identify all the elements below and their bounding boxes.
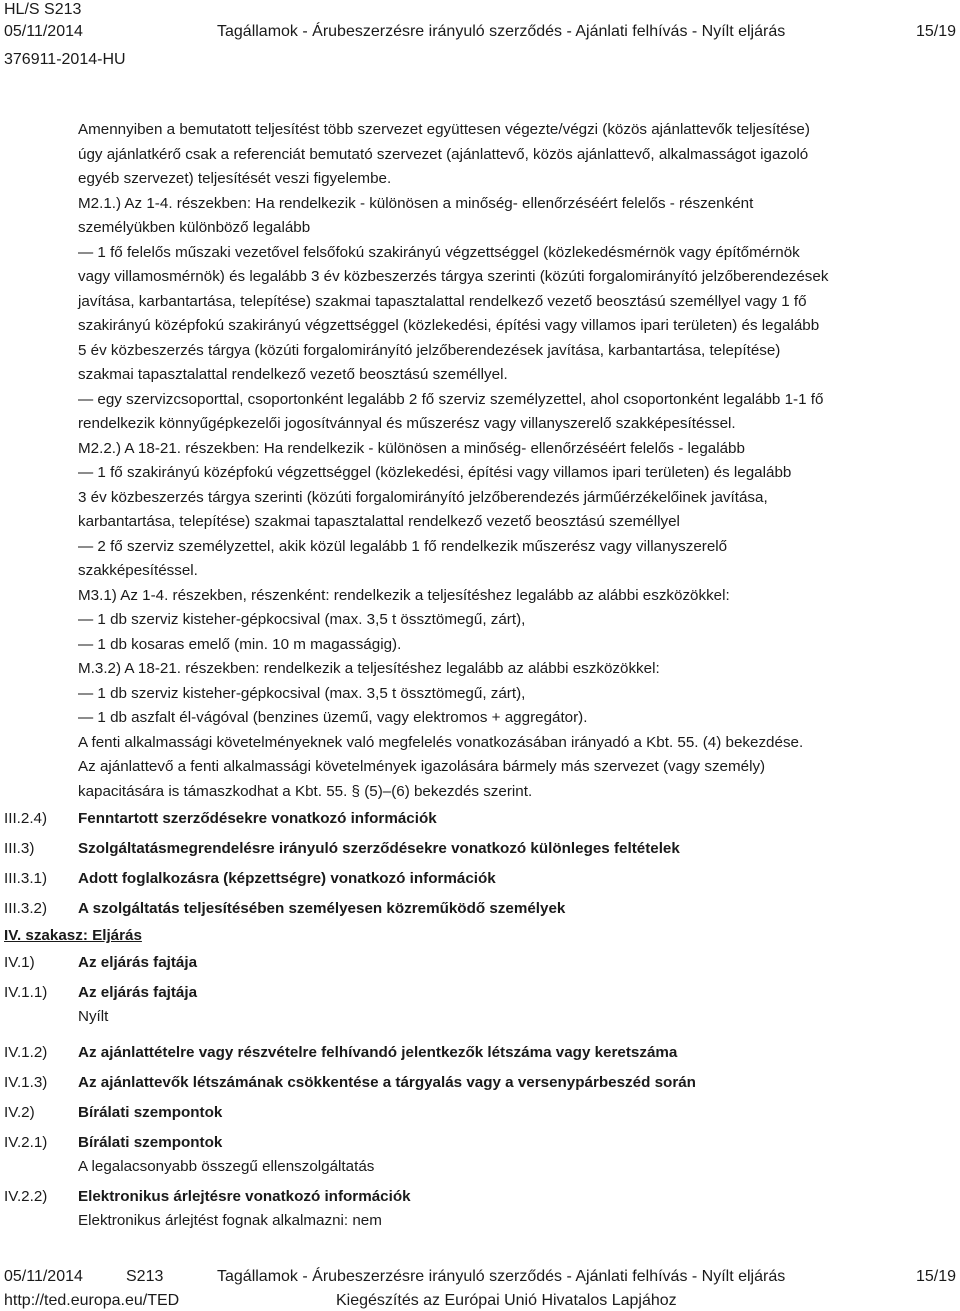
section-value: Elektronikus árlejtést fognak alkalmazni: nem [78,1212,382,1229]
requirements-text [78,118,954,804]
text-line: szakmai tapasztalattal rendelkező vezető beosztású személlyel. [78,366,508,383]
section-heading: Szolgáltatásmegrendelésre irányuló szerződésekre vonatkozó különleges feltételek [78,840,680,857]
section-heading: Adott foglalkozásra (képzettségre) vonatkozó információk [78,870,496,887]
text-line: — egy szervizcsoporttal, csoportonként legalább 2 fő szerviz személyzettel, ahol csoportonként legalább 1-1 fő [78,390,824,408]
text-line: M.3.2) A 18-21. részekben: rendelkezik a teljesítéshez legalább az alábbi eszközökkel: [78,660,660,677]
page-header [0,0,960,74]
footer-publisher: Kiegészítés az Európai Unió Hivatalos Lapjához [336,1292,677,1309]
text-line: úgy ajánlatkérő csak a referenciát bemutató szervezet (ajánlattevő, közös ajánlattevő, alkalmasságot igazoló [78,145,809,163]
footer-page-number: 15/19 [915,1268,956,1285]
section-iv-1 [0,948,960,978]
section-number: III.3.1) [4,870,48,887]
part-title: IV. szakasz: Eljárás [4,927,142,944]
section-iv-1-3 [0,1068,960,1098]
text-line: — 1 fő szakirányú középfokú végzettséggel (közlekedési, építési vagy villamos ipari területen) és legalább [78,464,792,481]
section-number: IV.2.2) [4,1188,48,1205]
text-line: — 1 db szerviz kisteher-gépkocsival (max. 3,5 t össztömegű, zárt), [78,611,526,628]
section-heading: Az eljárás fajtája [78,954,198,971]
section-value: A legalacsonyabb összegű ellenszolgáltatás [78,1158,375,1175]
section-heading: Bírálati szempontok [78,1104,223,1121]
section-heading: Elektronikus árlejtésre vonatkozó információk [78,1188,411,1205]
section-heading: Fenntartott szerződésekre vonatkozó információk [78,810,437,827]
section-number: IV.2.1) [4,1134,48,1151]
footer-date: 05/11/2014 [4,1268,83,1285]
text-line: M2.2.) A 18-21. részekben: Ha rendelkezik - különösen a minőség- ellenőrzéséért felelős - legalább [78,439,745,457]
text-line: 5 év közbeszerzés tárgya (közúti forgalomirányító jelzőberendezések javítása, karbantartása, telepítése) [78,341,781,359]
text-line: M3.1) Az 1-4. részekben, részenként: rendelkezik a teljesítéshez legalább az alábbi eszközökkel: [78,586,730,604]
section-iii-3 [0,834,960,864]
section-heading: Az ajánlattevők létszámának csökkentése a tárgyalás vagy a versenypárbeszéd során [78,1074,696,1091]
section-heading: Bírálati szempontok [78,1134,223,1151]
text-line: Amennyiben a bemutatott teljesítést több szervezet együttesen végezte/végzi (közös ajánlattevők teljesítése) [78,121,810,138]
text-line: egyéb szervezet) teljesítését veszi figyelembe. [78,170,392,187]
text-line: — 1 db aszfalt él-vágóval (benzines üzemű, vagy elektromos + aggregátor). [78,709,588,726]
header-title: Tagállamok - Árubeszerzésre irányuló szerződés - Ajánlati felhívás - Nyílt eljárás [217,23,786,40]
document-body [0,118,960,1236]
text-line: kapacitására is támaszkodhat a Kbt. 55. § (5)–(6) bekezdés szerint. [78,782,533,800]
header-date: 05/11/2014 [4,23,83,40]
text-line: vagy villamosmérnök) és legalább 3 év közbeszerzés tárgya szerinti (közúti forgalomirányító jelzőberendezések [78,268,829,285]
text-line: 3 év közbeszerzés tárgya szerinti (közúti forgalomirányító jelzőberendezés járműérzékelőinek javítása, [78,488,768,506]
section-number: IV.1.1) [4,984,48,1001]
section-iv-1-1 [0,978,960,1038]
section-iv-2-1 [0,1128,960,1182]
text-line: szakirányú középfokú szakirányú végzettséggel (közlekedési, építési vagy villamos ipari területen) és legalább [78,317,820,334]
section-number: III.2.4) [4,810,48,827]
footer-title: Tagállamok - Árubeszerzésre irányuló szerződés - Ajánlati felhívás - Nyílt eljárás [217,1268,786,1285]
text-line: — 1 db szerviz kisteher-gépkocsival (max. 3,5 t össztömegű, zárt), [78,684,526,702]
section-value: Nyílt [78,1008,109,1025]
text-line: karbantartása, telepítése) szakmai tapasztalattal rendelkező vezető beosztású személlyel [78,513,680,530]
section-number: IV.1.2) [4,1044,48,1061]
section-heading: Az eljárás fajtája [78,984,198,1001]
header-page-number: 15/19 [915,23,956,40]
text-line: M2.1.) Az 1-4. részekben: Ha rendelkezik - különösen a minőség- ellenőrzéséért felelős - részenként [78,194,754,212]
part-iv-heading [0,924,960,948]
footer-series: S213 [126,1268,164,1285]
text-line: — 2 fő szerviz személyzettel, akik közül legalább 1 fő rendelkezik műszerész vagy villanyszerelő [78,537,728,555]
text-line: — 1 db kosaras emelő (min. 10 m magasságig). [78,635,402,653]
section-number: IV.1.3) [4,1074,48,1091]
section-number: IV.2) [4,1104,35,1121]
text-line: Az ajánlattevő a fenti alkalmassági követelmények igazolására bármely más szervezet (vagy személy) [78,758,766,775]
section-iii-3-1 [0,864,960,894]
section-iii-3-2 [0,894,960,924]
doc-code: HL/S S213 [4,1,82,18]
text-line: — 1 fő felelős műszaki vezetővel felsőfokú szakirányú végzettséggel (közlekedésmérnök vagy építőmérnök [78,243,800,261]
header-ref: 376911-2014-HU [4,51,126,68]
section-number: III.3.2) [4,900,48,917]
text-line: személyükben különböző legalább [78,219,311,236]
section-heading: Az ajánlattételre vagy részvételre felhívandó jelentkezők létszáma vagy keretszáma [78,1044,678,1061]
footer-url: http://ted.europa.eu/TED [4,1292,180,1309]
section-iv-2 [0,1098,960,1128]
section-heading: A szolgáltatás teljesítésében személyesen közreműködő személyek [78,900,566,917]
text-line: rendelkezik könnyűgépkezelői jogosítvánnyal és műszerész vagy villanyszerelő szakképesítéssel. [78,415,736,432]
text-line: javítása, karbantartása, telepítése) szakmai tapasztalattal rendelkező vezető beosztású személlyel vagy 1 fő [78,292,807,310]
section-iv-2-2 [0,1182,960,1236]
section-number: IV.1) [4,954,35,971]
text-line: A fenti alkalmassági követelményeknek való megfelelés vonatkozásában irányadó a Kbt. 55. (4) bekezdése. [78,733,804,751]
section-number: III.3) [4,840,35,857]
text-line: szakképesítéssel. [78,562,198,579]
page-footer [0,1263,960,1311]
section-iii-2-4 [0,804,960,834]
section-iv-1-2 [0,1038,960,1068]
